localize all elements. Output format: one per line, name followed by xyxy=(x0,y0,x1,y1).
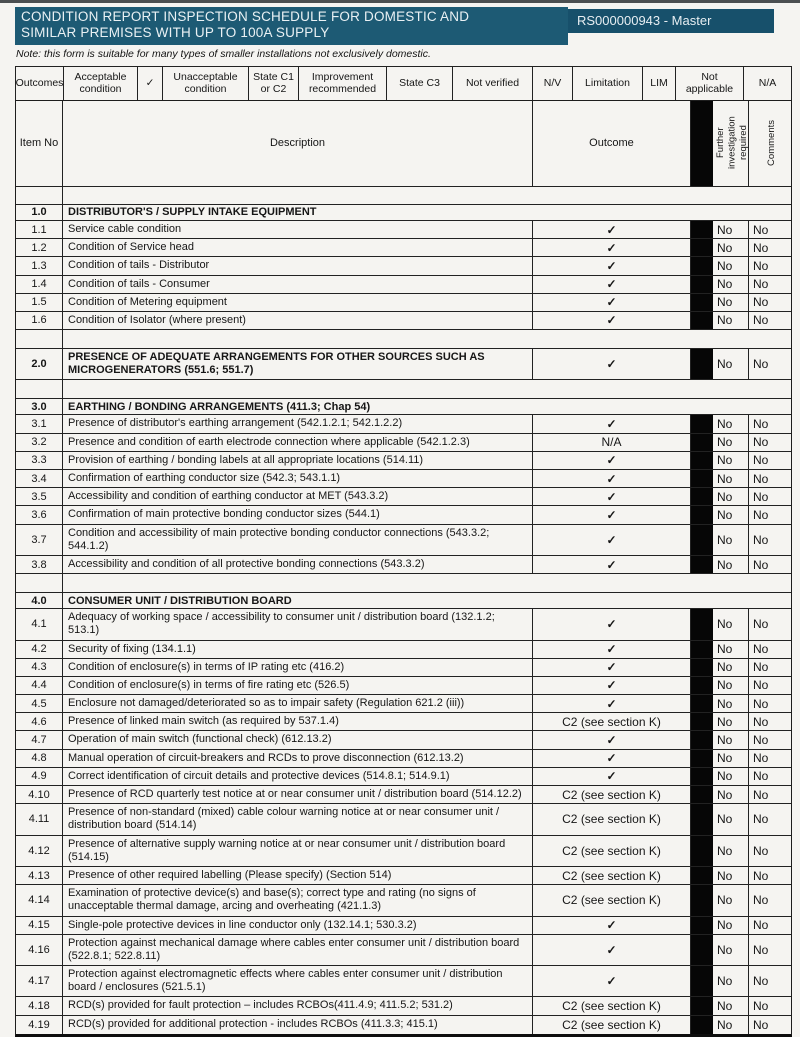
outcome-cell: ✓ xyxy=(533,609,691,639)
comments-cell: No xyxy=(753,787,769,802)
further-investigation-label: Further investigation required xyxy=(715,117,750,170)
comments-cell: No xyxy=(753,617,769,632)
table-row xyxy=(16,434,791,452)
separator-bar-cell xyxy=(691,804,713,834)
table-row xyxy=(16,935,791,966)
item-no-cell xyxy=(16,330,63,348)
empty-cell xyxy=(63,380,791,398)
item-number-cell: 4.12 xyxy=(16,836,63,866)
section-header-row xyxy=(16,205,791,221)
comments-cell: No xyxy=(753,417,769,432)
further-investigation-cell: No xyxy=(713,750,749,767)
further-investigation-cell: No xyxy=(713,506,749,523)
outcome-cell: C2 (see section K) xyxy=(533,786,691,803)
comments-cell: No xyxy=(753,222,769,237)
outcome-cell: ✓ xyxy=(533,257,691,274)
item-number-cell: 4.13 xyxy=(16,867,63,884)
table-row xyxy=(16,312,791,330)
description-cell: PRESENCE OF ADEQUATE ARRANGEMENTS FOR OTHER SOURCES SUCH AS MICROGENERATORS (551.6; 551.7) xyxy=(63,349,533,379)
comments-cell: No xyxy=(753,435,769,450)
item-number-cell: 4.0 xyxy=(16,593,63,608)
empty-cell xyxy=(63,330,791,348)
comments-cell: No xyxy=(753,660,769,675)
table-row xyxy=(16,415,791,433)
table-row xyxy=(16,556,791,574)
separator-bar-cell xyxy=(691,101,713,186)
description-cell: Condition of enclosure(s) in terms of IP rating etc (416.2) xyxy=(63,659,533,676)
table-row xyxy=(16,695,791,713)
comments-cell: No xyxy=(753,769,769,784)
separator-bar-cell xyxy=(691,312,713,329)
description-cell: Presence of RCD quarterly test notice at or near consumer unit / distribution board (514.12.2) xyxy=(63,786,533,803)
table-row xyxy=(16,452,791,470)
item-no-cell xyxy=(16,187,63,204)
table-row xyxy=(16,966,791,997)
item-number-cell: 1.2 xyxy=(16,239,63,256)
table-row xyxy=(16,349,791,380)
separator-bar-cell xyxy=(691,525,713,555)
outcome-cell: ✓ xyxy=(533,695,691,712)
comments-label: Comments xyxy=(766,120,778,167)
description-cell: Accessibility and condition of all protective bonding connections (543.3.2) xyxy=(63,556,533,573)
further-investigation-cell: No xyxy=(713,997,749,1014)
further-investigation-cell: No xyxy=(713,294,749,311)
separator-bar-cell xyxy=(691,349,713,379)
separator-bar-cell xyxy=(691,556,713,573)
item-number-cell: 1.6 xyxy=(16,312,63,329)
comments-cell: No xyxy=(753,868,769,883)
description-cell: Presence of alternative supply warning notice at or near consumer unit / distribution board (514.15) xyxy=(63,836,533,866)
item-number-cell: 4.16 xyxy=(16,935,63,965)
outcome-cell: ✓ xyxy=(533,452,691,469)
separator-bar-cell xyxy=(691,935,713,965)
further-investigation-cell: No xyxy=(713,452,749,469)
table-row xyxy=(16,750,791,768)
comments-cell: No xyxy=(753,812,769,827)
report-reference-badge: RS000000943 - Master xyxy=(568,9,774,33)
outcome-cell: ✓ xyxy=(533,276,691,293)
separator-bar-cell xyxy=(691,695,713,712)
item-number-cell: 3.1 xyxy=(16,415,63,432)
comments-cell: No xyxy=(753,974,769,989)
separator-bar-cell xyxy=(691,1016,713,1034)
table-row xyxy=(16,506,791,524)
item-number-cell: 4.15 xyxy=(16,917,63,934)
comments-cell: No xyxy=(753,843,769,858)
description-cell: Manual operation of circuit-breakers and RCDs to prove disconnection (612.13.2) xyxy=(63,750,533,767)
description-cell: Presence of non-standard (mixed) cable colour warning notice at or near consumer unit / distribution board (514.14) xyxy=(63,804,533,834)
item-number-cell: 1.1 xyxy=(16,221,63,238)
separator-bar-cell xyxy=(691,997,713,1014)
legend-cell: ✓ xyxy=(137,67,162,100)
table-row xyxy=(16,525,791,556)
item-number-cell: 3.5 xyxy=(16,488,63,505)
description-cell: Condition of Service head xyxy=(63,239,533,256)
further-investigation-cell: No xyxy=(713,677,749,694)
table-row xyxy=(16,997,791,1015)
further-investigation-cell: No xyxy=(713,768,749,785)
further-investigation-cell: No xyxy=(713,434,749,451)
table-row xyxy=(16,659,791,677)
form-note: Note: this form is suitable for many types of smaller installations not exclusively domestic. xyxy=(16,47,431,60)
legend-cell: Limitation xyxy=(572,67,642,100)
description-cell: Enclosure not damaged/deteriorated so as to impair safety (Regulation 621.2 (iii)) xyxy=(63,695,533,712)
outcome-cell: ✓ xyxy=(533,966,691,996)
comments-cell: No xyxy=(753,240,769,255)
outcome-cell: ✓ xyxy=(533,415,691,432)
table-header-row xyxy=(16,101,791,187)
outcome-cell: C2 (see section K) xyxy=(533,1016,691,1034)
empty-cell xyxy=(63,187,791,204)
item-number-cell: 4.6 xyxy=(16,713,63,730)
outcome-cell: ✓ xyxy=(533,750,691,767)
outcome-cell: ✓ xyxy=(533,239,691,256)
further-investigation-cell: No xyxy=(713,257,749,274)
comments-cell: No xyxy=(753,507,769,522)
legend-cell: Acceptable condition xyxy=(63,67,137,100)
separator-bar-cell xyxy=(691,415,713,432)
table-row xyxy=(16,836,791,867)
description-cell: Confirmation of earthing conductor size (542.3; 543.1.1) xyxy=(63,470,533,487)
item-number-cell: 4.9 xyxy=(16,768,63,785)
section-header-row xyxy=(16,399,791,415)
item-number-cell: 1.3 xyxy=(16,257,63,274)
separator-bar-cell xyxy=(691,257,713,274)
comments-cell: No xyxy=(753,1017,769,1032)
legend-cell: Unacceptable condition xyxy=(162,67,248,100)
legend-cell: Not applicable xyxy=(675,67,743,100)
description-cell: Security of fixing (134.1.1) xyxy=(63,641,533,658)
outcome-cell: ✓ xyxy=(533,659,691,676)
description-cell: Condition and accessibility of main protective bonding conductor connections (543.3.2; 544.1.2) xyxy=(63,525,533,555)
separator-bar-cell xyxy=(691,677,713,694)
description-cell: Correct identification of circuit details and protective devices (514.8.1; 514.9.1) xyxy=(63,768,533,785)
separator-bar-cell xyxy=(691,731,713,748)
table-row xyxy=(16,677,791,695)
comments-cell: No xyxy=(753,295,769,310)
item-number-cell: 3.7 xyxy=(16,525,63,555)
item-number-cell: 4.2 xyxy=(16,641,63,658)
outcome-header: Outcome xyxy=(533,101,691,186)
description-cell: Provision of earthing / bonding labels at all appropriate locations (514.11) xyxy=(63,452,533,469)
table-row xyxy=(16,804,791,835)
further-investigation-cell: No xyxy=(713,786,749,803)
legend-cell: State C1 or C2 xyxy=(248,67,298,100)
separator-bar-cell xyxy=(691,917,713,934)
table-row xyxy=(16,221,791,239)
outcome-cell: ✓ xyxy=(533,768,691,785)
outcome-cell: ✓ xyxy=(533,488,691,505)
legend-cell: Outcomes xyxy=(15,77,64,90)
further-investigation-cell: No xyxy=(713,1016,749,1034)
comments-cell: No xyxy=(753,277,769,292)
table-row xyxy=(16,276,791,294)
outcome-cell: N/A xyxy=(533,434,691,451)
separator-bar-cell xyxy=(691,294,713,311)
item-number-cell: 1.4 xyxy=(16,276,63,293)
separator-bar-cell xyxy=(691,867,713,884)
table-row xyxy=(16,731,791,749)
legend-cell: N/V xyxy=(532,67,572,100)
further-investigation-cell: No xyxy=(713,836,749,866)
table-row xyxy=(16,488,791,506)
outcome-cell: C2 (see section K) xyxy=(533,885,691,915)
further-investigation-cell: No xyxy=(713,525,749,555)
description-cell: Service cable condition xyxy=(63,221,533,238)
item-number-cell: 1.5 xyxy=(16,294,63,311)
table-row xyxy=(16,257,791,275)
outcome-cell: ✓ xyxy=(533,556,691,573)
item-number-cell: 4.11 xyxy=(16,804,63,834)
table-row xyxy=(16,768,791,786)
separator-bar-cell xyxy=(691,641,713,658)
item-number-cell: 4.8 xyxy=(16,750,63,767)
further-investigation-cell: No xyxy=(713,731,749,748)
comments-cell: No xyxy=(753,751,769,766)
comments-cell: No xyxy=(753,733,769,748)
comments-header xyxy=(749,101,791,186)
item-no-cell xyxy=(16,380,63,398)
separator-bar-cell xyxy=(691,609,713,639)
description-cell: Protection against mechanical damage where cables enter consumer unit / distribution board (522.8.1; 522.8.11) xyxy=(63,935,533,965)
further-investigation-cell: No xyxy=(713,935,749,965)
legend-cell: N/A xyxy=(743,67,791,100)
comments-cell: No xyxy=(753,918,769,933)
comments-cell: No xyxy=(753,642,769,657)
further-investigation-cell: No xyxy=(713,659,749,676)
further-investigation-cell: No xyxy=(713,488,749,505)
further-investigation-cell: No xyxy=(713,966,749,996)
further-investigation-cell: No xyxy=(713,867,749,884)
empty-cell xyxy=(63,574,791,592)
outcome-cell: ✓ xyxy=(533,917,691,934)
spacer-row xyxy=(16,187,791,205)
separator-bar-cell xyxy=(691,768,713,785)
item-number-cell: 4.17 xyxy=(16,966,63,996)
item-number-cell: 3.2 xyxy=(16,434,63,451)
comments-cell: No xyxy=(753,942,769,957)
comments-cell: No xyxy=(753,489,769,504)
item-number-cell: 1.0 xyxy=(16,205,63,220)
table-row xyxy=(16,294,791,312)
separator-bar-cell xyxy=(691,966,713,996)
description-cell: Presence of distributor's earthing arrangement (542.1.2.1; 542.1.2.2) xyxy=(63,415,533,432)
item-number-cell: 3.6 xyxy=(16,506,63,523)
description-cell: Single-pole protective devices in line conductor only (132.14.1; 530.3.2) xyxy=(63,917,533,934)
section-header-row xyxy=(16,593,791,609)
separator-bar-cell xyxy=(691,750,713,767)
item-no-header: Item No xyxy=(16,101,63,186)
outcome-cell: C2 (see section K) xyxy=(533,713,691,730)
separator-bar-cell xyxy=(691,836,713,866)
item-number-cell: 3.4 xyxy=(16,470,63,487)
table-row xyxy=(16,1016,791,1034)
comments-cell: No xyxy=(753,471,769,486)
item-number-cell: 4.7 xyxy=(16,731,63,748)
description-cell: Condition of tails - Consumer xyxy=(63,276,533,293)
further-investigation-cell: No xyxy=(713,415,749,432)
outcome-cell: C2 (see section K) xyxy=(533,997,691,1014)
outcome-cell: ✓ xyxy=(533,506,691,523)
description-cell: Accessibility and condition of earthing conductor at MET (543.3.2) xyxy=(63,488,533,505)
comments-cell: No xyxy=(753,313,769,328)
description-cell: Presence of other required labelling (Please specify) (Section 514) xyxy=(63,867,533,884)
outcome-cell: ✓ xyxy=(533,312,691,329)
description-cell: Condition of Metering equipment xyxy=(63,294,533,311)
separator-bar-cell xyxy=(691,713,713,730)
separator-bar-cell xyxy=(691,470,713,487)
description-cell: Presence and condition of earth electrode connection where applicable (542.1.2.3) xyxy=(63,434,533,451)
comments-cell: No xyxy=(753,999,769,1014)
outcome-cell: ✓ xyxy=(533,525,691,555)
outcome-cell: C2 (see section K) xyxy=(533,867,691,884)
description-cell: Condition of enclosure(s) in terms of fire rating etc (526.5) xyxy=(63,677,533,694)
legend-cell: State C3 xyxy=(386,67,452,100)
description-cell: Adequacy of working space / accessibility to consumer unit / distribution board (132.1.2; 513.1) xyxy=(63,609,533,639)
further-investigation-cell: No xyxy=(713,349,749,379)
further-investigation-cell: No xyxy=(713,609,749,639)
comments-cell: No xyxy=(753,557,769,572)
table-row xyxy=(16,786,791,804)
legend-cell: Not verified xyxy=(452,67,532,100)
section-title-cell: EARTHING / BONDING ARRANGEMENTS (411.3; Chap 54) xyxy=(68,400,371,413)
item-number-cell: 3.0 xyxy=(16,399,63,414)
description-cell: Condition of Isolator (where present) xyxy=(63,312,533,329)
further-investigation-header xyxy=(713,101,749,186)
separator-bar-cell xyxy=(691,659,713,676)
comments-cell: No xyxy=(753,357,769,372)
separator-bar-cell xyxy=(691,885,713,915)
table-row xyxy=(16,470,791,488)
item-number-cell: 4.1 xyxy=(16,609,63,639)
separator-bar-cell xyxy=(691,786,713,803)
further-investigation-cell: No xyxy=(713,695,749,712)
outcome-cell: ✓ xyxy=(533,470,691,487)
form-title-line1: CONDITION REPORT INSPECTION SCHEDULE FOR DOMESTIC AND xyxy=(21,9,470,24)
spacer-row xyxy=(16,574,791,593)
item-number-cell: 4.4 xyxy=(16,677,63,694)
comments-cell: No xyxy=(753,532,769,547)
table-row xyxy=(16,885,791,916)
form-title-bar xyxy=(15,7,568,45)
form-page xyxy=(0,3,792,1037)
description-cell: RCD(s) provided for fault protection – includes RCBOs(411.4.9; 411.5.2; 531.2) xyxy=(63,997,533,1014)
outcome-cell: ✓ xyxy=(533,641,691,658)
separator-bar-cell xyxy=(691,434,713,451)
outcomes-legend-row xyxy=(15,66,792,100)
table-rows xyxy=(16,187,791,1034)
item-number-cell: 4.14 xyxy=(16,885,63,915)
comments-cell: No xyxy=(753,678,769,693)
description-cell: Presence of linked main switch (as required by 537.1.4) xyxy=(63,713,533,730)
further-investigation-cell: No xyxy=(713,470,749,487)
legend-cell: LIM xyxy=(642,67,675,100)
further-investigation-cell: No xyxy=(713,276,749,293)
item-number-cell: 3.8 xyxy=(16,556,63,573)
further-investigation-cell: No xyxy=(713,221,749,238)
item-no-cell xyxy=(16,574,63,592)
separator-bar-cell xyxy=(691,506,713,523)
comments-cell: No xyxy=(753,696,769,711)
form-title-line2: SIMILAR PREMISES WITH UP TO 100A SUPPLY xyxy=(21,25,330,41)
table-row xyxy=(16,917,791,935)
separator-bar-cell xyxy=(691,239,713,256)
table-row xyxy=(16,239,791,257)
item-number-cell: 2.0 xyxy=(16,349,63,379)
further-investigation-cell: No xyxy=(713,885,749,915)
comments-cell: No xyxy=(753,714,769,729)
legend-cell: Improvement recommended xyxy=(298,67,386,100)
comments-cell: No xyxy=(753,453,769,468)
further-investigation-cell: No xyxy=(713,239,749,256)
item-number-cell: 3.3 xyxy=(16,452,63,469)
comments-cell: No xyxy=(753,258,769,273)
further-investigation-cell: No xyxy=(713,312,749,329)
section-title-cell: DISTRIBUTOR'S / SUPPLY INTAKE EQUIPMENT xyxy=(68,206,317,219)
separator-bar-cell xyxy=(691,488,713,505)
outcome-cell: ✓ xyxy=(533,221,691,238)
item-number-cell: 4.10 xyxy=(16,786,63,803)
outcome-cell: ✓ xyxy=(533,294,691,311)
outcome-cell: ✓ xyxy=(533,935,691,965)
outcome-cell: C2 (see section K) xyxy=(533,836,691,866)
outcome-cell: C2 (see section K) xyxy=(533,804,691,834)
table-row xyxy=(16,641,791,659)
description-cell: RCD(s) provided for additional protection - includes RCBOs (411.3.3; 415.1) xyxy=(63,1016,533,1034)
separator-bar-cell xyxy=(691,221,713,238)
outcome-cell: ✓ xyxy=(533,349,691,379)
further-investigation-cell: No xyxy=(713,556,749,573)
separator-bar-cell xyxy=(691,452,713,469)
item-number-cell: 4.3 xyxy=(16,659,63,676)
description-cell: Protection against electromagnetic effects where cables enter consumer unit / distribution board / enclosures (521.5.1) xyxy=(63,966,533,996)
description-cell: Operation of main switch (functional check) (612.13.2) xyxy=(63,731,533,748)
table-row xyxy=(16,713,791,731)
spacer-row xyxy=(16,330,791,349)
description-cell: Confirmation of main protective bonding conductor sizes (544.1) xyxy=(63,506,533,523)
comments-cell: No xyxy=(753,893,769,908)
further-investigation-cell: No xyxy=(713,641,749,658)
table-row xyxy=(16,609,791,640)
outcome-cell: ✓ xyxy=(533,731,691,748)
description-header: Description xyxy=(63,101,533,186)
outcome-cell: ✓ xyxy=(533,677,691,694)
description-cell: Condition of tails - Distributor xyxy=(63,257,533,274)
item-number-cell: 4.18 xyxy=(16,997,63,1014)
section-title-cell: CONSUMER UNIT / DISTRIBUTION BOARD xyxy=(68,594,292,607)
separator-bar-cell xyxy=(691,276,713,293)
further-investigation-cell: No xyxy=(713,917,749,934)
table-row xyxy=(16,867,791,885)
further-investigation-cell: No xyxy=(713,713,749,730)
inspection-table xyxy=(15,100,792,1037)
item-number-cell: 4.19 xyxy=(16,1016,63,1034)
spacer-row xyxy=(16,380,791,399)
further-investigation-cell: No xyxy=(713,804,749,834)
item-number-cell: 4.5 xyxy=(16,695,63,712)
description-cell: Examination of protective device(s) and base(s); correct type and rating (no signs of unacceptable thermal damage, arcing and overheating (421.1.3) xyxy=(63,885,533,915)
